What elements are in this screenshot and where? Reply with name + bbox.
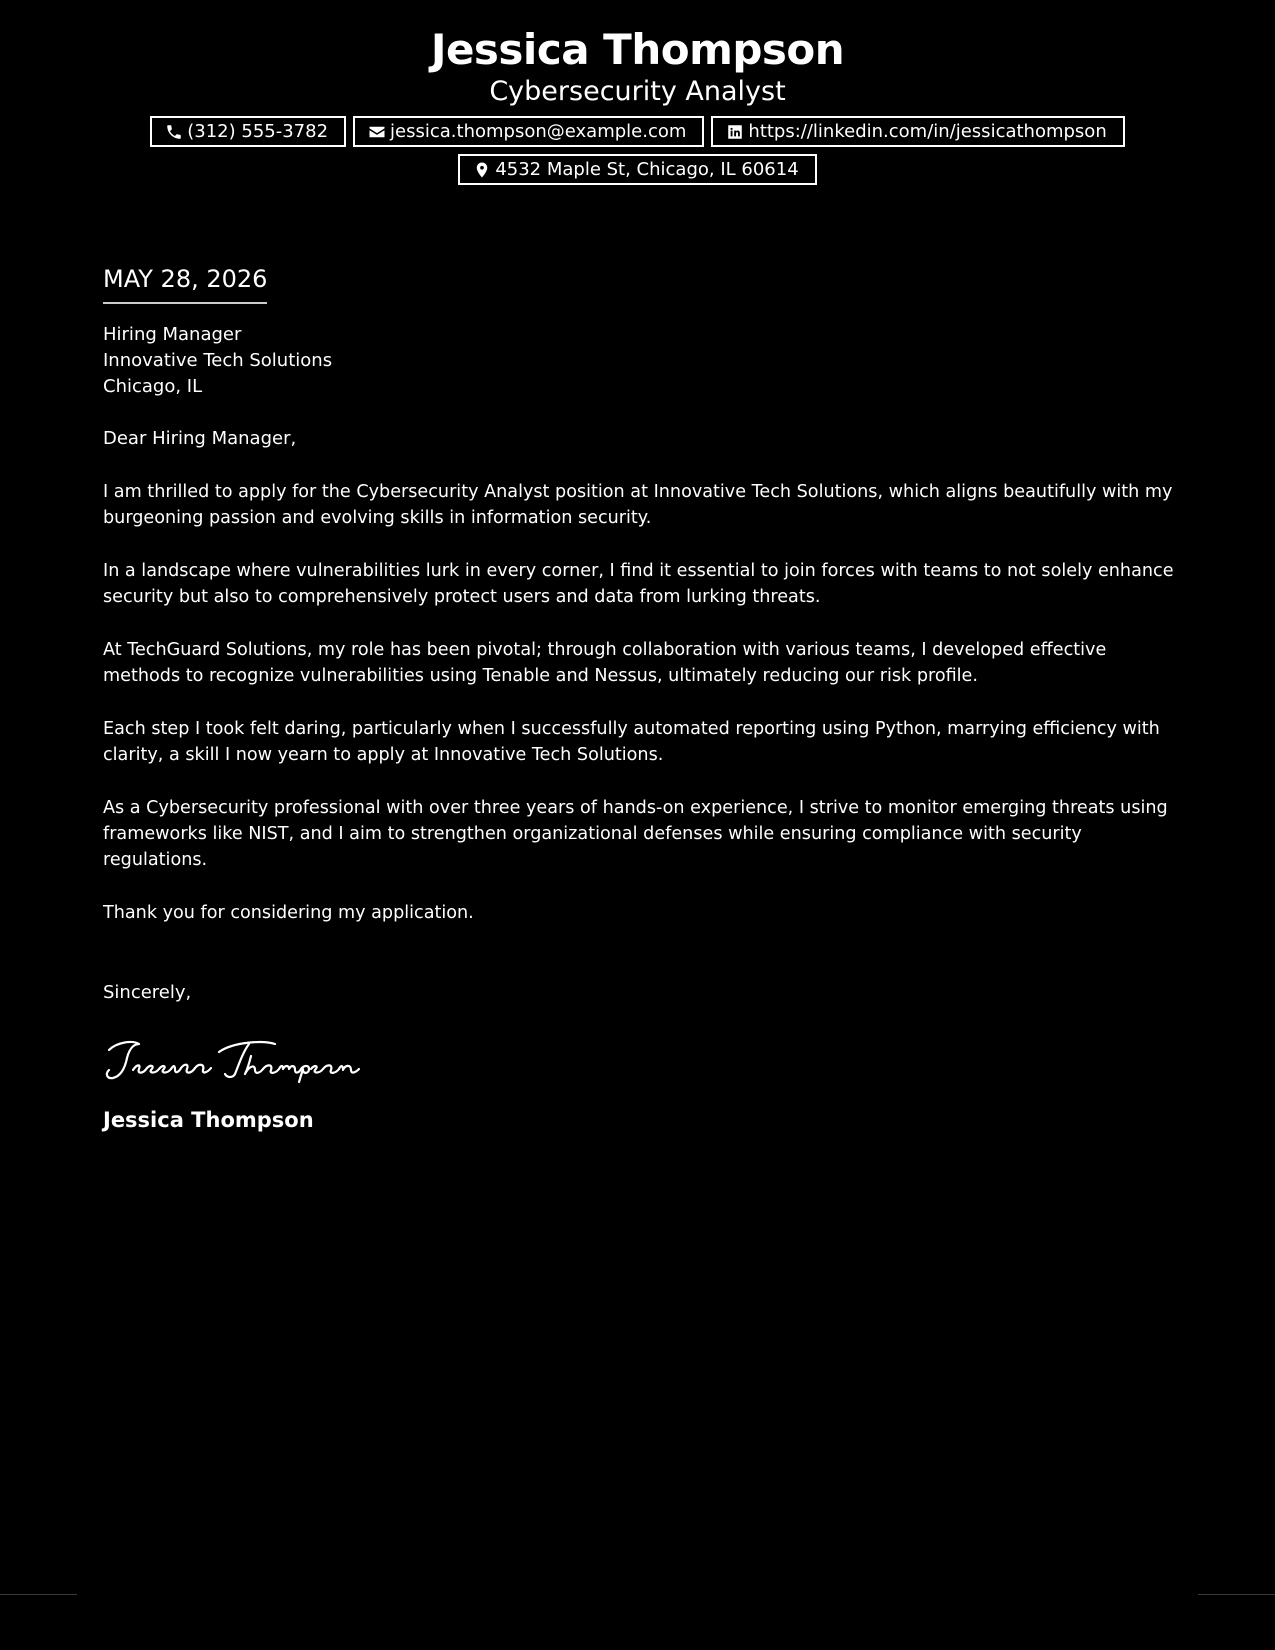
handwritten-signature: [103, 1036, 373, 1086]
email-chip[interactable]: [353, 116, 704, 147]
paragraph: At TechGuard Solutions, my role has been pivotal; through collaboration with various teams, I developed effective methods to recognize vulnerabilities using Tenable and Nessus, ultimately reducing our risk profile.: [103, 640, 1107, 686]
address-chip: [458, 154, 816, 185]
footer-divider-left: [0, 1594, 77, 1595]
address-text: 4532 Maple St, Chicago, IL 60614: [495, 159, 799, 180]
linkedin-chip[interactable]: [711, 116, 1124, 147]
recipient-name: Hiring Manager: [103, 324, 242, 345]
recipient-block: [103, 322, 1183, 400]
phone-icon: [164, 122, 184, 142]
footer-divider-right: [1198, 1594, 1275, 1595]
envelope-icon: [367, 122, 387, 142]
paragraph: I am thrilled to apply for the Cybersecurity Analyst position at Innovative Tech Solutions, which aligns beautifully with my burgeoning passion and evolving skills in information security.: [103, 482, 1173, 528]
paragraph: Thank you for considering my application.: [103, 903, 474, 923]
map-pin-icon: [472, 160, 492, 180]
letter-header: [0, 0, 1275, 185]
linkedin-icon: [725, 122, 745, 142]
closing: Sincerely,: [103, 982, 192, 1003]
phone-text: (312) 555-3782: [187, 121, 329, 142]
paragraph: Each step I took felt daring, particularly when I successfully automated reporting using Python, marrying efficiency with clarity, a skill I now yearn to apply at Innovative Tech Solutions.: [103, 719, 1160, 765]
paragraph: In a landscape where vulnerabilities lurk in every corner, I find it essential to join forces with teams to not solely enhance security but also to comprehensively protect users and data from lurking threats.: [103, 561, 1174, 607]
letter-date: MAY 28, 2026: [103, 262, 267, 304]
greeting: Dear Hiring Manager,: [103, 428, 297, 449]
email-text: jessica.thompson@example.com: [390, 121, 687, 142]
contact-row-primary: [0, 116, 1275, 147]
recipient-location: Chicago, IL: [103, 376, 203, 397]
recipient-company: Innovative Tech Solutions: [103, 350, 333, 371]
signed-name: Jessica Thompson: [103, 1108, 314, 1132]
phone-chip[interactable]: [150, 116, 346, 147]
linkedin-text: https://linkedin.com/in/jessicathompson: [748, 121, 1107, 142]
letter-body: [103, 262, 1183, 1134]
paragraph: As a Cybersecurity professional with over three years of hands-on experience, I strive to monitor emerging threats using frameworks like NIST, and I aim to strengthen organizational defenses while ensuring compliance with security regulations.: [103, 798, 1168, 870]
applicant-title: Cybersecurity Analyst: [489, 76, 786, 107]
applicant-name: Jessica Thompson: [430, 25, 845, 74]
contact-row-secondary: [0, 154, 1275, 185]
